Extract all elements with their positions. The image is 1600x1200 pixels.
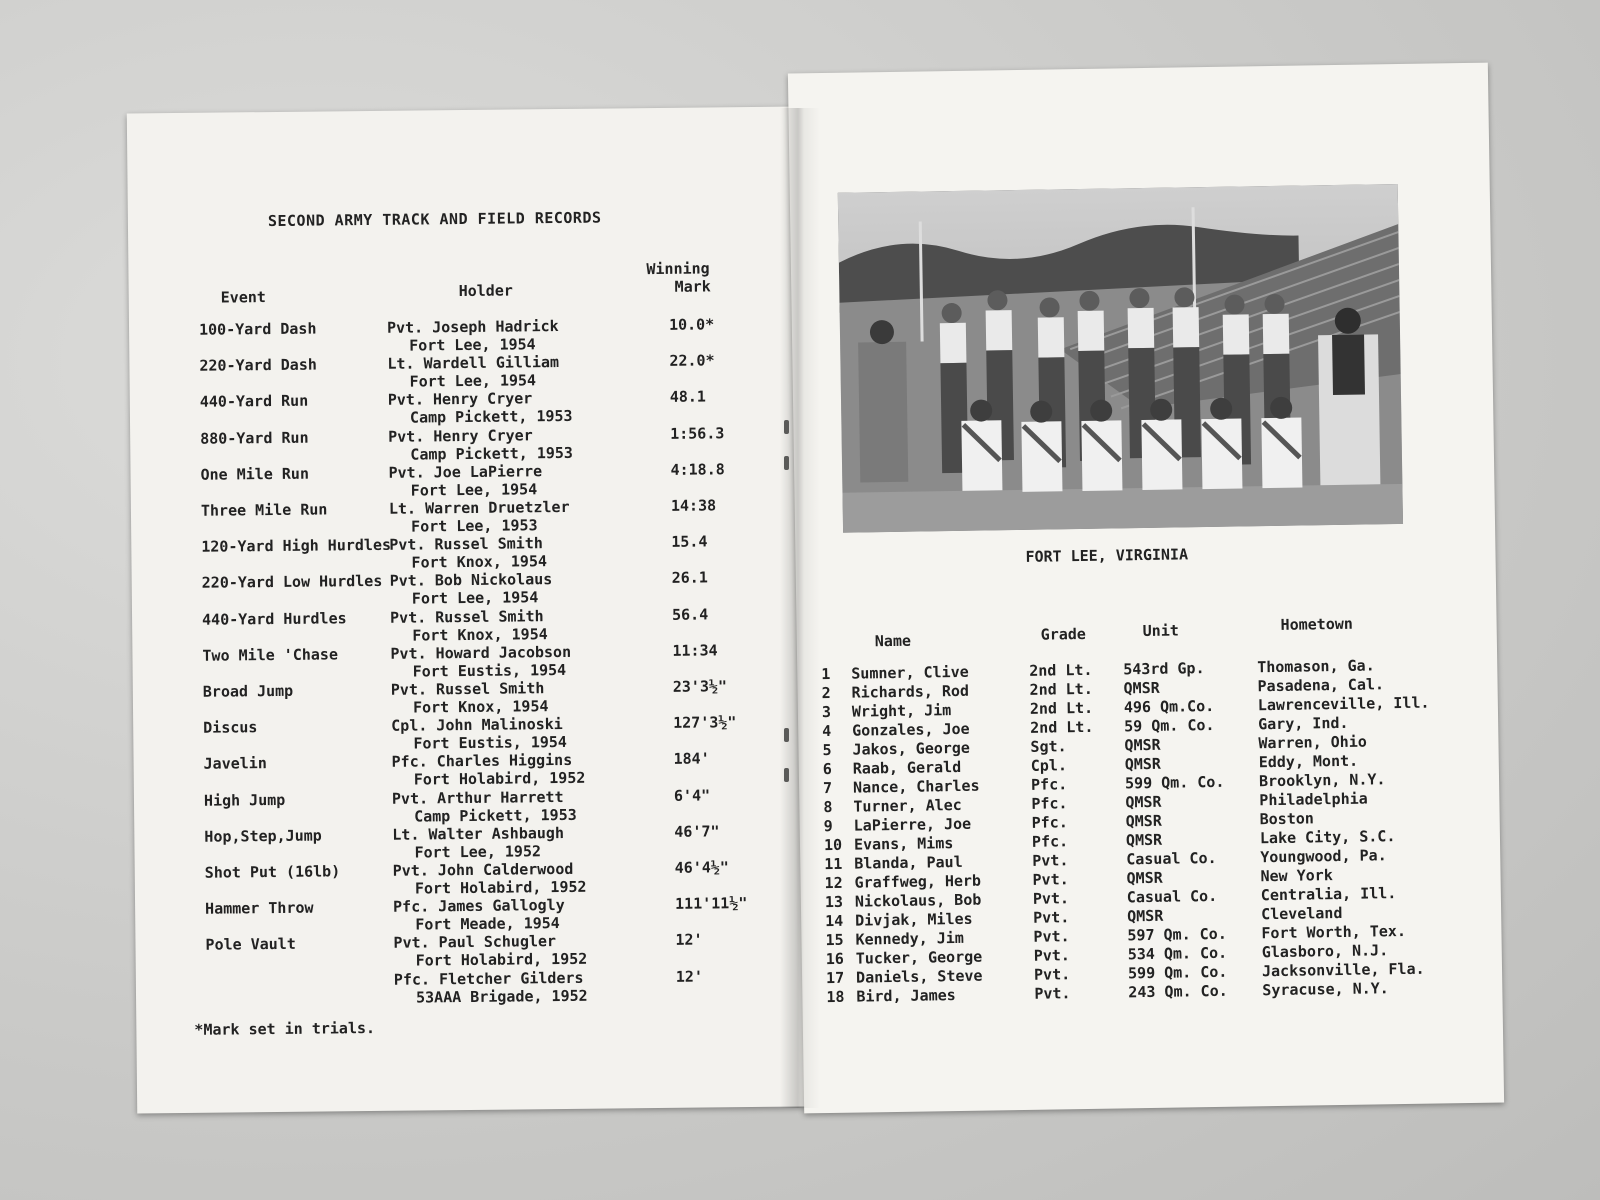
roster-name: Raab, Gerald: [852, 757, 962, 778]
record-holder: Lt. Walter Ashbaugh: [392, 823, 565, 844]
record-place: Fort Knox, 1954: [411, 552, 548, 572]
roster-unit: QMSR: [1127, 906, 1164, 926]
records-title: SECOND ARMY TRACK AND FIELD RECORDS: [267, 208, 602, 231]
record-mark: 15.4: [671, 532, 708, 552]
roster-grade: Pfc.: [1031, 794, 1068, 813]
record-holder: Pfc. James Gallogly: [393, 896, 565, 916]
roster-number: 10: [823, 835, 843, 855]
roster-grade: Sgt.: [1030, 737, 1067, 756]
record-holder: Pvt. Bob Nickolaus: [389, 570, 553, 591]
roster-number: 14: [825, 911, 844, 931]
record-mark: 48.1: [669, 387, 707, 407]
header-unit: Unit: [1142, 621, 1179, 641]
record-event: 120-Yard High Hurdles: [201, 535, 392, 556]
roster-name: Graffweg, Herb: [854, 871, 982, 892]
staple-top: [784, 420, 789, 434]
record-holder: Pvt. Henry Cryer: [387, 389, 533, 410]
record-place: Fort Eustis, 1954: [413, 733, 568, 753]
roster-number: 4: [822, 721, 832, 741]
roster-unit: 243 Qm. Co.: [1128, 981, 1228, 1002]
roster-hometown: Gary, Ind.: [1258, 713, 1349, 734]
record-place: Fort Eustis, 1954: [412, 660, 567, 681]
roster-grade: Pvt.: [1034, 984, 1071, 1003]
record-holder: Lt. Wardell Gilliam: [387, 353, 560, 373]
record-holder: Pvt. Arthur Harrett: [391, 787, 564, 808]
record-mark: 12': [675, 930, 703, 950]
roster-hometown: Warren, Ohio: [1258, 732, 1367, 753]
roster-grade: 2nd Lt.: [1029, 679, 1093, 699]
record-mark: 56.4: [671, 605, 709, 624]
roster-unit: 597 Qm. Co.: [1127, 924, 1227, 945]
roster-grade: Pfc.: [1031, 832, 1069, 851]
roster-unit: QMSR: [1126, 868, 1163, 888]
record-holder: Cpl. John Malinoski: [391, 715, 563, 735]
roster-hometown: Glasboro, N.J.: [1261, 941, 1389, 962]
record-event: Two Mile 'Chase: [202, 645, 339, 665]
record-mark: 23'3½": [672, 677, 728, 696]
roster-unit: 599 Qm. Co.: [1127, 962, 1228, 983]
roster-hometown: Centralia, Ill.: [1260, 884, 1397, 905]
roster-number: 15: [825, 930, 844, 950]
record-place: Fort Lee, 1953: [411, 516, 538, 536]
roster-grade: Pvt.: [1033, 927, 1070, 946]
roster-name: Daniels, Steve: [855, 966, 983, 987]
roster-name: Kennedy, Jim: [855, 928, 964, 949]
record-holder: Pvt. Joe LaPierre: [388, 461, 543, 482]
roster-number: 1: [821, 664, 831, 684]
record-place: Fort Lee, 1952: [414, 842, 542, 862]
record-holder: Pvt. John Calderwood: [392, 859, 574, 880]
record-holder: Pvt. Henry Cryer: [388, 425, 533, 446]
record-row: [136, 966, 796, 1009]
roster-hometown: Youngwood, Pa.: [1260, 846, 1387, 867]
roster-hometown: Eddy, Mont.: [1258, 751, 1359, 772]
footnote: *Mark set in trials.: [194, 1018, 376, 1039]
record-holder: Pvt. Howard Jacobson: [390, 642, 572, 663]
header-holder: Holder: [458, 281, 513, 301]
staple-lower: [784, 768, 789, 782]
record-mark: 10.0*: [668, 315, 715, 334]
roster-name: Sumner, Clive: [851, 662, 969, 683]
record-place: Camp Pickett, 1953: [409, 407, 573, 427]
roster-hometown: Philadelphia: [1259, 789, 1368, 810]
header-mark-line1: Winning: [646, 259, 710, 279]
staple-middle: [784, 728, 789, 742]
record-mark: 4:18.8: [670, 460, 725, 479]
record-event: 440-Yard Hurdles: [201, 608, 347, 629]
roster-hometown: Lake City, S.C.: [1259, 827, 1396, 848]
record-event: High Jump: [203, 790, 286, 810]
roster-name: Blanda, Paul: [854, 852, 963, 873]
record-event: One Mile Run: [200, 464, 310, 484]
record-mark: 6'4": [673, 786, 711, 805]
roster-grade: Pfc.: [1031, 813, 1068, 832]
record-mark: 1:56.3: [670, 423, 725, 443]
header-hometown: Hometown: [1280, 614, 1353, 634]
record-event: 440-Yard Run: [199, 392, 309, 412]
roster-hometown: Boston: [1259, 809, 1314, 829]
roster-name: Tucker, George: [855, 947, 983, 968]
roster-unit: 534 Qm. Co.: [1127, 943, 1228, 964]
roster-hometown: Cleveland: [1260, 903, 1343, 924]
record-mark: 127'3½": [673, 713, 737, 733]
record-place: Fort Holabird, 1952: [414, 877, 587, 898]
roster-name: Divjak, Miles: [855, 909, 973, 930]
team-photo: [838, 184, 1403, 533]
roster-grade: Pfc.: [1030, 775, 1068, 794]
photo-caption: FORT LEE, VIRGINIA: [1025, 545, 1189, 566]
header-name: Name: [874, 631, 912, 651]
record-event: Pole Vault: [205, 935, 296, 955]
roster-number: 18: [826, 987, 845, 1007]
roster-number: 7: [822, 778, 833, 798]
record-place: Fort Holabird, 1952: [413, 769, 586, 789]
record-mark: 26.1: [671, 568, 708, 588]
record-holder: Pvt. Russel Smith: [389, 606, 544, 627]
roster-unit: 496 Qm.Co.: [1123, 696, 1215, 717]
left-page: [127, 107, 805, 1114]
record-place: Fort Meade, 1954: [415, 914, 560, 934]
record-event: Shot Put (16lb): [204, 862, 341, 882]
roster-hometown: Thomason, Ga.: [1257, 656, 1375, 677]
roster-grade: Pvt.: [1033, 908, 1070, 927]
record-place: Fort Lee, 1954: [411, 588, 539, 608]
roster-unit: QMSR: [1124, 735, 1161, 755]
roster-unit: 59 Qm. Co.: [1124, 715, 1215, 736]
record-mark: 184': [673, 749, 710, 769]
roster-name: LaPierre, Joe: [853, 814, 972, 835]
roster-grade: 2nd Lt.: [1030, 717, 1094, 737]
record-mark: 11:34: [672, 641, 718, 660]
header-grade: Grade: [1040, 624, 1087, 644]
record-mark: 12': [675, 967, 704, 986]
roster-name: Richards, Rod: [851, 681, 970, 702]
roster-grade: Pvt.: [1032, 870, 1069, 889]
roster-grade: Pvt.: [1032, 889, 1070, 908]
roster-unit: QMSR: [1123, 678, 1160, 698]
roster-name: Bird, James: [856, 986, 956, 1006]
roster-hometown: Syracuse, N.Y.: [1262, 979, 1389, 1000]
roster-hometown: Jacksonville, Fla.: [1261, 959, 1425, 981]
open-booklet: [120, 68, 1520, 1128]
record-event: 220-Yard Low Hurdles: [201, 572, 383, 593]
record-mark: 111'11½": [674, 894, 748, 914]
record-mark: 22.0*: [669, 351, 715, 371]
roster-number: 2: [821, 683, 831, 703]
record-place: Fort Knox, 1954: [412, 697, 549, 717]
roster-hometown: Brooklyn, N.Y.: [1258, 770, 1386, 791]
record-place: Camp Pickett, 1953: [410, 443, 574, 464]
roster-unit: Casual Co.: [1126, 848, 1217, 869]
record-place: Fort Lee, 1954: [410, 480, 538, 500]
roster-unit: QMSR: [1124, 754, 1162, 774]
roster-hometown: Lawrenceville, Ill.: [1257, 693, 1430, 715]
roster-number: 16: [825, 949, 844, 969]
roster-hometown: New York: [1260, 866, 1333, 886]
roster-name: Nance, Charles: [852, 776, 980, 797]
record-holder: Pfc. Charles Higgins: [391, 751, 573, 772]
record-event: Javelin: [203, 754, 267, 774]
roster-number: 13: [824, 892, 844, 912]
record-holder: Pvt. Russel Smith: [389, 534, 543, 554]
roster-name: Gonzales, Joe: [852, 719, 970, 740]
roster-grade: Pvt.: [1033, 965, 1071, 984]
record-event: Three Mile Run: [200, 500, 328, 520]
record-place: Camp Pickett, 1953: [414, 805, 577, 826]
staple-upper: [784, 456, 789, 470]
roster-unit: QMSR: [1125, 830, 1163, 850]
header-event: Event: [220, 288, 266, 307]
header-mark-line2: Mark: [674, 277, 711, 296]
roster-hometown: Fort Worth, Tex.: [1261, 921, 1407, 943]
roster-name: Jakos, George: [852, 738, 971, 759]
right-page: [788, 63, 1504, 1114]
record-holder: Pvt. Russel Smith: [390, 679, 545, 699]
roster-hometown: Pasadena, Cal.: [1257, 675, 1385, 696]
record-holder: Pvt. Paul Schugler: [393, 932, 557, 953]
roster-grade: Pvt.: [1033, 946, 1071, 965]
record-mark: 46'7": [674, 822, 720, 841]
record-event: 100-Yard Dash: [198, 319, 317, 339]
roster-unit: Casual Co.: [1126, 886, 1218, 907]
roster-number: 6: [822, 759, 832, 779]
roster-number: 8: [823, 797, 833, 817]
roster-number: 11: [824, 854, 843, 874]
record-event: 220-Yard Dash: [199, 355, 317, 375]
roster-name: Nickolaus, Bob: [854, 890, 982, 911]
roster-unit: QMSR: [1125, 811, 1162, 831]
roster-grade: 2nd Lt.: [1029, 698, 1094, 718]
record-holder: Pvt. Joseph Hadrick: [386, 317, 559, 337]
roster-number: 17: [825, 968, 845, 988]
record-place: Fort Holabird, 1952: [415, 950, 588, 970]
record-event: Hop,Step,Jump: [204, 826, 322, 846]
roster-name: Wright, Jim: [851, 701, 952, 721]
record-mark: 46'4½": [674, 858, 729, 877]
roster-grade: Cpl.: [1030, 756, 1068, 775]
record-place: 53AAA Brigade, 1952: [415, 986, 588, 1007]
record-holder: Lt. Warren Druetzler: [388, 497, 570, 518]
team-photo-image: [838, 184, 1403, 533]
roster-number: 5: [822, 740, 832, 760]
roster-name: Evans, Mims: [853, 834, 954, 854]
record-place: Fort Knox, 1954: [412, 624, 548, 645]
record-event: 880-Yard Run: [200, 428, 309, 448]
roster-number: 12: [824, 873, 843, 893]
record-place: Fort Lee, 1954: [409, 335, 536, 355]
record-event: Discus: [203, 718, 258, 737]
roster-number: 9: [823, 816, 833, 836]
record-holder: Pfc. Fletcher Gilders: [393, 968, 584, 989]
roster-grade: Pvt.: [1032, 851, 1069, 870]
roster-unit: 599 Qm. Co.: [1124, 772, 1225, 793]
roster-grade: 2nd Lt.: [1029, 660, 1093, 680]
record-mark: 14:38: [670, 496, 717, 515]
record-event: Hammer Throw: [205, 898, 314, 918]
roster-unit: QMSR: [1125, 792, 1162, 812]
roster-unit: 543rd Gp.: [1123, 659, 1205, 679]
roster-number: 3: [821, 702, 832, 722]
roster-name: Turner, Alec: [853, 795, 962, 816]
record-event: Broad Jump: [202, 681, 294, 701]
record-place: Fort Lee, 1954: [409, 371, 537, 391]
